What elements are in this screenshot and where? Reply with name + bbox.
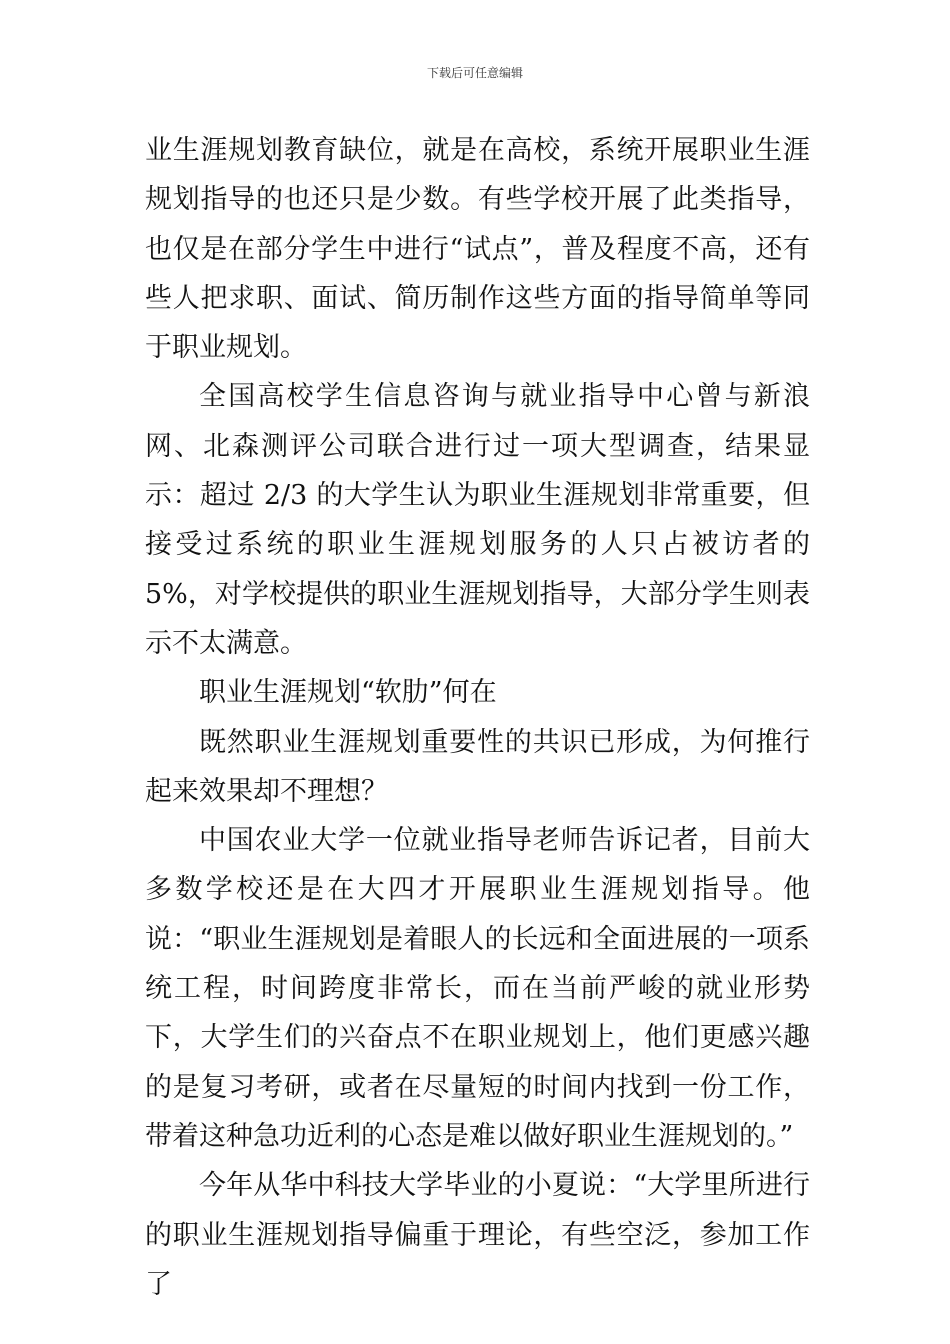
paragraph-teacher-quote: 中国农业大学一位就业指导老师告诉记者，目前大多数学校还是在大四才开展职业生涯规划指导。他说：“职业生涯规划是着眼人的长远和全面进展的一项系统工程，时间跨度非常长，而在当前严峻的就业形势下，大学生们的兴奋点不在职业规划上，他们更感兴趣的是复习考研，或者在尽量短的时间内找到一份工作，带着这种急功近利的心态是难以做好职业生涯规划的。” (145, 825, 810, 1152)
section-heading: 职业生涯规划“软肋”何在 (199, 677, 497, 709)
page-header-note: 下载后可任意编辑 (426, 66, 523, 80)
paragraph-continuation: 业生涯规划教育缺位，就是在高校，系统开展职业生涯规划指导的也还只是少数。有些学校开展了此类指导，也仅是在部分学生中进行“试点”，普及程度不高，还有些人把求职、面试、简历制作这些方面的指导简单等同于职业规划。 (145, 135, 810, 364)
paragraph-graduate-quote: 今年从华中科技大学毕业的小夏说：“大学里所进行的职业生涯规划指导偏重于理论，有些空泛，参加工作了 (145, 1170, 810, 1300)
paragraph-question: 既然职业生涯规划重要性的共识已形成，为何推行起来效果却不理想？ (145, 726, 810, 807)
paragraph-survey: 全国高校学生信息咨询与就业指导中心曾与新浪网、北森测评公司联合进行过一项大型调查，结果显示：超过 2/3 的大学生认为职业生涯规划非常重要，但接受过系统的职业生涯规划服务的人只占被访者的 5%，对学校提供的职业生涯规划指导，大部分学生则表示不太满意。 (145, 381, 810, 659)
document-body (145, 126, 810, 1309)
